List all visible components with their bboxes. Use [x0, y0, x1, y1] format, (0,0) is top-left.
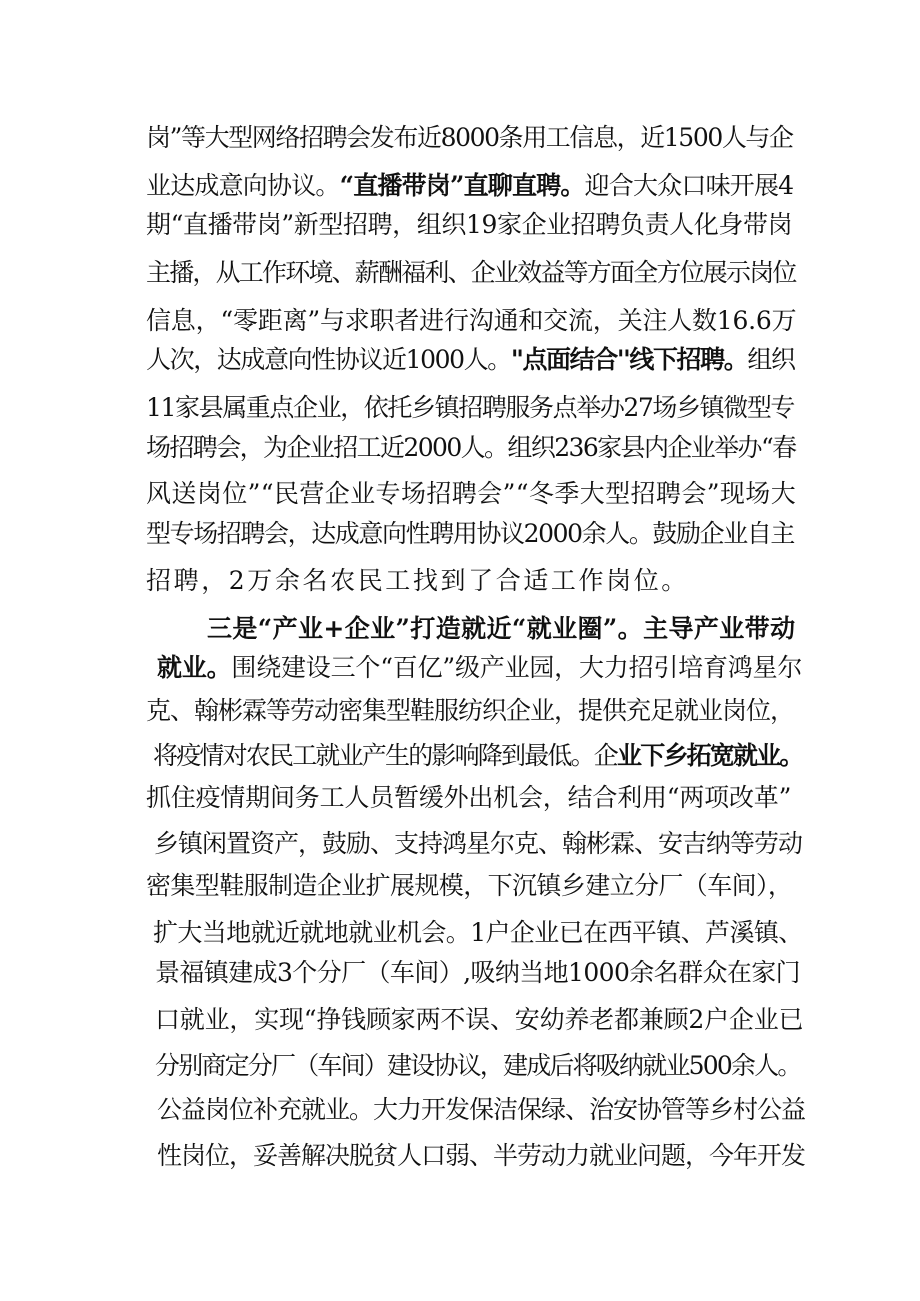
bold-heading-run: 业下乡拓宽就业。	[617, 741, 803, 770]
section-heading-line	[207, 613, 796, 645]
text-run: 主播，从工作环境、薪酬福利、企业效益等方面全方位展示岗位	[146, 258, 796, 287]
text-line	[146, 257, 796, 289]
text-run: 抓住疫情期间务工人员暂缓外出机会，结合利用“两项改革”	[146, 783, 792, 812]
text-run: 人次，达成意向性协议近1000人。	[146, 345, 511, 374]
bold-heading-run: 三是“产业+企业”打造就近“就业圈”。主导产业带动	[207, 614, 796, 643]
text-line	[146, 305, 796, 337]
text-run: 型专场招聘会，达成意向性聘用协议2000余人。鼓励企业自主	[146, 519, 795, 548]
text-run: 招聘，2万余名农民工找到了合适工作岗位。	[146, 566, 689, 595]
text-run: 分别商定分厂（车间）建设协议，建成后将吸纳就业500余人。	[155, 1051, 801, 1080]
text-run: 景福镇建成3个分厂（车间）,吸纳当地1000余名群众在家门	[155, 958, 801, 987]
text-run: 风送岗位”“民营企业专场招聘会”“冬季大型招聘会”现场大	[146, 479, 797, 508]
text-line	[146, 782, 796, 814]
text-run: 扩大当地就近就地就业机会。1户企业已在西平镇、芦溪镇、	[153, 918, 803, 947]
text-line	[157, 1140, 807, 1172]
text-run: 期“直播带岗”新型招聘，组织19家企业招聘负责人化身带岗	[146, 210, 793, 239]
text-run: 克、翰彬霖等劳动密集型鞋服纺织企业，提供充足就业岗位，	[146, 696, 795, 725]
text-run: 公益岗位补充就业。大力开发保洁保绿、治安协管等乡村公益	[157, 1095, 806, 1124]
text-line	[146, 478, 796, 510]
bold-heading-run: 就业。	[157, 653, 232, 682]
text-run: 围绕建设三个“百亿”级产业园，大力招引培育鸿星尔	[231, 653, 803, 682]
text-run: 场招聘会，为企业招工近2000人。组织236家县内企业举办“春	[146, 433, 796, 462]
text-run: 乡镇闲置资产，鼓励、支持鸿星尔克、翰彬霖、安吉纳等劳动	[154, 829, 803, 858]
text-line	[153, 740, 803, 772]
text-line	[146, 870, 796, 902]
bold-heading-run: “直播带岗”直聊直聘。	[339, 171, 585, 200]
text-line	[146, 565, 796, 597]
text-line	[155, 1050, 805, 1082]
text-run: 将疫情对农民工就业产生的影响降到最低。企	[153, 741, 618, 770]
text-run: 业达成意向协议。	[146, 171, 340, 200]
text-line	[146, 518, 796, 550]
text-line	[146, 392, 796, 424]
text-line	[155, 1004, 805, 1036]
text-line	[155, 957, 805, 989]
text-line	[157, 652, 807, 684]
bold-heading-run: "点面结合''线下招聘。	[510, 345, 748, 374]
text-run: 11家县属重点企业，依托乡镇招聘服务点举办27场乡镇微型专	[146, 393, 795, 422]
text-run: 信息，“零距离”与求职者进行沟通和交流，关注人数16.6万	[146, 306, 797, 335]
text-run: 性岗位，妥善解决脱贫人口弱、半劳动力就业问题，今年开发	[157, 1141, 806, 1170]
text-line	[157, 1094, 807, 1126]
text-line	[146, 170, 796, 202]
text-line	[146, 432, 796, 464]
text-line	[153, 917, 803, 949]
text-run: 迎合大众口味开展4	[584, 171, 794, 200]
text-run: 组织	[747, 345, 795, 374]
text-run: 密集型鞋服制造企业扩展规模，下沉镇乡建立分厂（车间），	[146, 871, 793, 900]
text-line	[146, 344, 796, 376]
text-line	[146, 122, 796, 154]
text-run: 口就业，实现“挣钱顾家两不误、安幼养老都兼顾2户企业已	[155, 1005, 804, 1034]
text-line	[146, 695, 796, 727]
text-run: 岗”等大型网络招聘会发布近8000条用工信息，近1500人与企	[146, 123, 793, 152]
text-line	[154, 828, 804, 860]
text-line	[146, 209, 796, 241]
